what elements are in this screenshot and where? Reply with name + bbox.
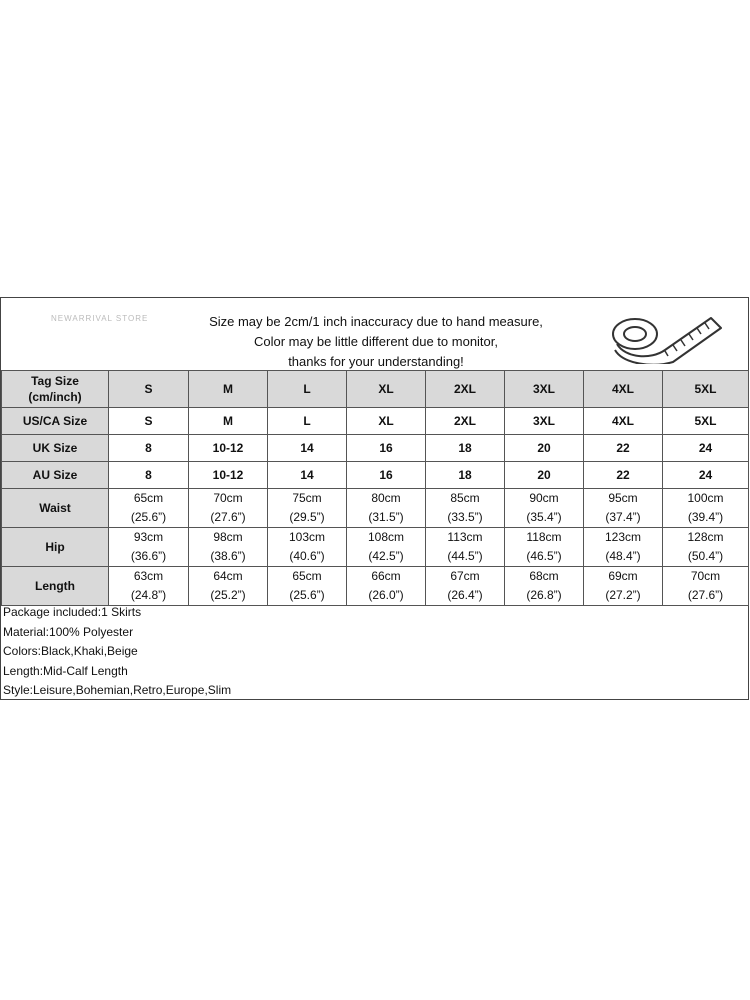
row-label: Length xyxy=(2,567,109,606)
table-cell: 4XL xyxy=(584,408,663,435)
info-line: Style:Leisure,Bohemian,Retro,Europe,Slim xyxy=(3,683,232,697)
measurement-row xyxy=(2,528,749,567)
table-cell: 69cm (27.2”) xyxy=(584,567,663,606)
table-cell: 85cm (33.5”) xyxy=(426,489,505,528)
table-cell: 8 xyxy=(109,462,189,489)
product-info xyxy=(3,603,231,701)
size-table xyxy=(1,370,749,606)
table-cell: 65cm (25.6”) xyxy=(268,567,347,606)
table-cell: 16 xyxy=(347,462,426,489)
table-cell: 80cm (31.5”) xyxy=(347,489,426,528)
table-cell: 22 xyxy=(584,435,663,462)
table-cell: 103cm (40.6”) xyxy=(268,528,347,567)
size-chart-sheet xyxy=(0,297,749,700)
table-cell: 65cm (25.6”) xyxy=(109,489,189,528)
info-line: Package included:1 Skirts xyxy=(3,605,142,619)
table-cell: 108cm (42.5”) xyxy=(347,528,426,567)
table-cell: 68cm (26.8”) xyxy=(505,567,584,606)
table-row xyxy=(2,462,749,489)
table-row xyxy=(2,408,749,435)
info-line: Colors:Black,Khaki,Beige xyxy=(3,644,138,658)
column-header: 3XL xyxy=(505,371,584,408)
row-label: US/CA Size xyxy=(2,408,109,435)
table-cell: 98cm (38.6”) xyxy=(189,528,268,567)
row-label: Waist xyxy=(2,489,109,528)
table-cell: 24 xyxy=(663,462,749,489)
table-cell: 10-12 xyxy=(189,462,268,489)
measurement-notice xyxy=(151,312,601,372)
table-cell: 66cm (26.0”) xyxy=(347,567,426,606)
brand-watermark: NEWARRIVAL STORE xyxy=(51,314,149,323)
table-cell: 118cm (46.5”) xyxy=(505,528,584,567)
tag-size-label: Tag Size (cm/inch) xyxy=(2,371,109,408)
table-cell: 18 xyxy=(426,435,505,462)
table-cell: 24 xyxy=(663,435,749,462)
table-cell: 93cm (36.6”) xyxy=(109,528,189,567)
notice-line: thanks for your understanding! xyxy=(288,354,464,369)
measurement-row xyxy=(2,489,749,528)
column-header: S xyxy=(109,371,189,408)
table-cell: 2XL xyxy=(426,408,505,435)
table-cell: 113cm (44.5”) xyxy=(426,528,505,567)
table-cell: 95cm (37.4”) xyxy=(584,489,663,528)
table-cell: 75cm (29.5”) xyxy=(268,489,347,528)
row-label: AU Size xyxy=(2,462,109,489)
table-cell: L xyxy=(268,408,347,435)
column-header: 2XL xyxy=(426,371,505,408)
table-cell: 67cm (26.4”) xyxy=(426,567,505,606)
info-line: Material:100% Polyester xyxy=(3,624,134,639)
table-cell: 63cm (24.8”) xyxy=(109,567,189,606)
table-cell: 14 xyxy=(268,462,347,489)
table-cell: 14 xyxy=(268,435,347,462)
column-header: 5XL xyxy=(663,371,749,408)
column-header: M xyxy=(189,371,268,408)
table-cell: 70cm (27.6”) xyxy=(189,489,268,528)
table-cell: 8 xyxy=(109,435,189,462)
notice-line: Size may be 2cm/1 inch inaccuracy due to hand measure, xyxy=(209,314,543,329)
table-row xyxy=(2,435,749,462)
row-label: UK Size xyxy=(2,435,109,462)
table-cell: 90cm (35.4”) xyxy=(505,489,584,528)
measurement-row xyxy=(2,567,749,606)
table-cell: S xyxy=(109,408,189,435)
info-line: Length:Mid-Calf Length xyxy=(3,663,128,678)
table-cell: 64cm (25.2”) xyxy=(189,567,268,606)
chart-header xyxy=(1,298,748,371)
table-cell: 20 xyxy=(505,462,584,489)
table-cell: 128cm (50.4”) xyxy=(663,528,749,567)
table-cell: 10-12 xyxy=(189,435,268,462)
table-cell: 18 xyxy=(426,462,505,489)
column-header: XL xyxy=(347,371,426,408)
table-cell: 16 xyxy=(347,435,426,462)
table-cell: M xyxy=(189,408,268,435)
row-label: Hip xyxy=(2,528,109,567)
measuring-tape-icon xyxy=(607,306,725,364)
table-cell: 70cm (27.6”) xyxy=(663,567,749,606)
column-header: 4XL xyxy=(584,371,663,408)
table-cell: 22 xyxy=(584,462,663,489)
column-header: L xyxy=(268,371,347,408)
table-cell: 3XL xyxy=(505,408,584,435)
table-cell: 5XL xyxy=(663,408,749,435)
table-cell: XL xyxy=(347,408,426,435)
notice-line: Color may be little different due to monitor, xyxy=(254,334,498,349)
table-cell: 20 xyxy=(505,435,584,462)
table-cell: 123cm (48.4”) xyxy=(584,528,663,567)
table-cell: 100cm (39.4”) xyxy=(663,489,749,528)
tag-size-row xyxy=(2,371,749,408)
